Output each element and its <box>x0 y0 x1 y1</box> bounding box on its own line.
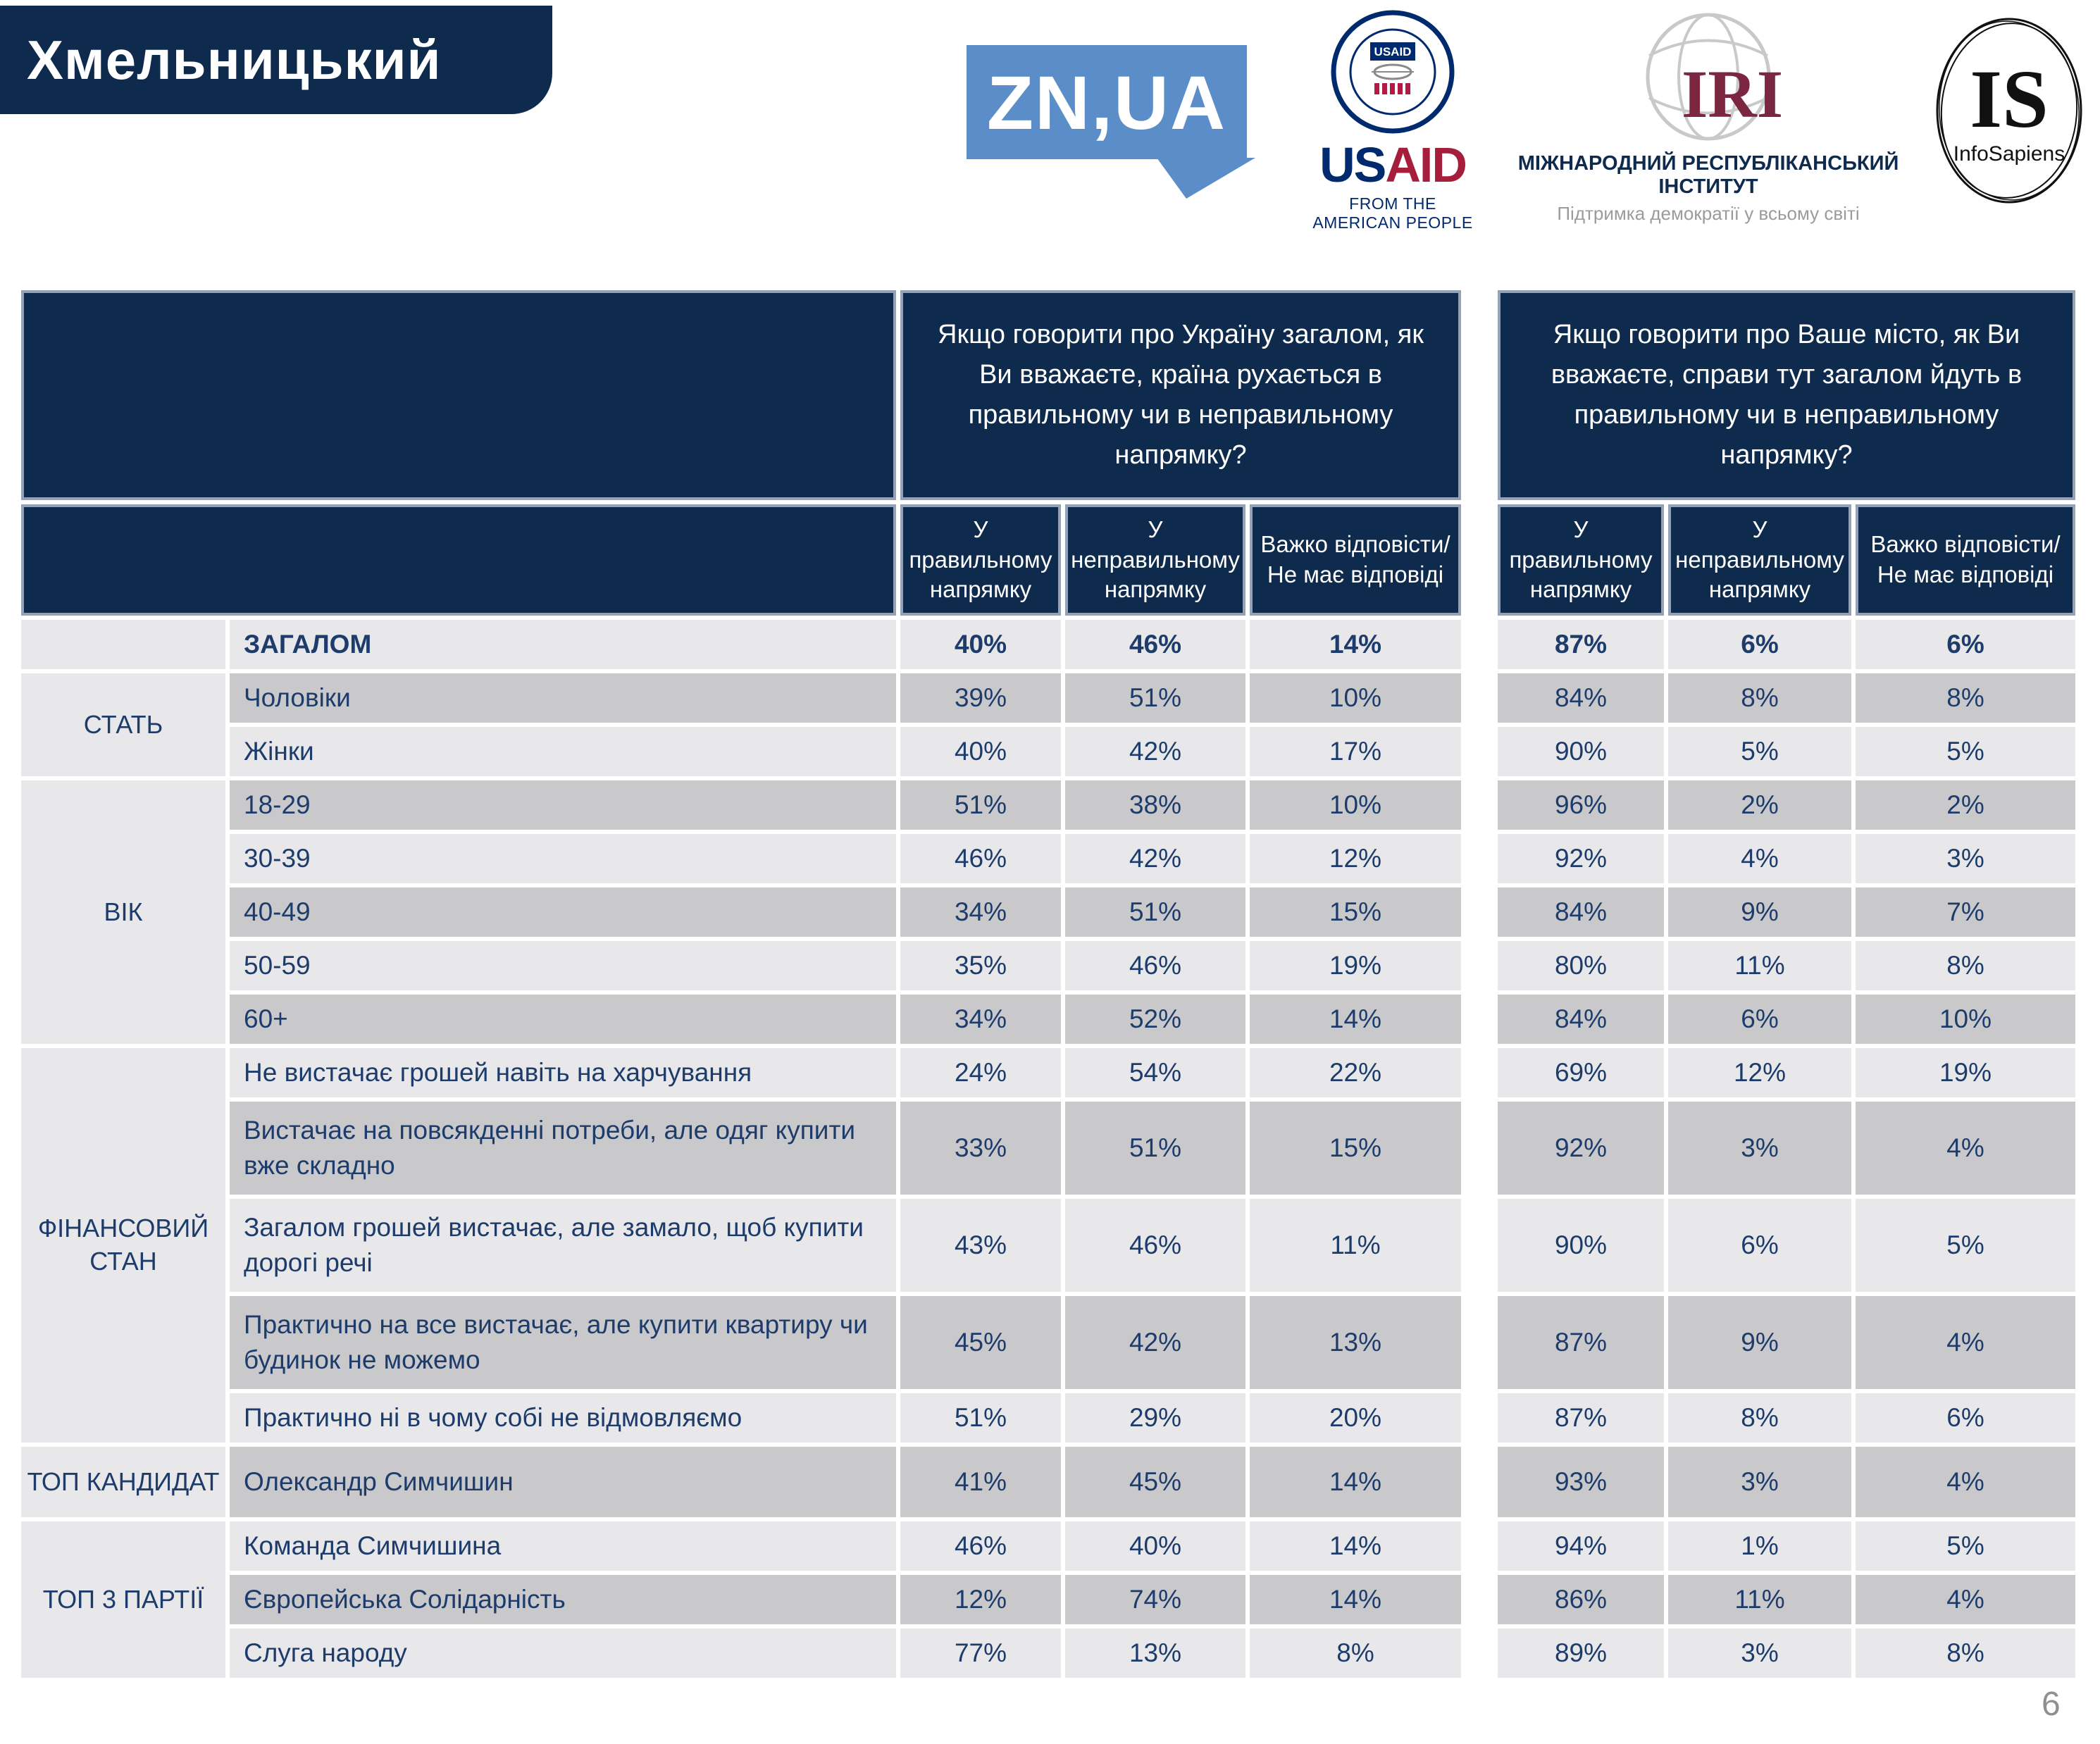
column-gap <box>1465 1521 1493 1571</box>
row-label: 40-49 <box>230 887 896 937</box>
row-label: Команда Симчишина <box>230 1521 896 1571</box>
row-label: ЗАГАЛОМ <box>230 620 896 669</box>
value-cell: 33% <box>900 1102 1061 1195</box>
value-cell: 8% <box>1856 941 2075 990</box>
value-cell: 5% <box>1856 1199 2075 1292</box>
value-cell: 2% <box>1668 780 1851 830</box>
value-cell: 4% <box>1856 1447 2075 1517</box>
answer-header-corner <box>21 504 896 616</box>
column-gap <box>1465 504 1493 616</box>
category-cell-financial: ФІНАНСОВИЙ СТАН <box>21 1048 225 1443</box>
row-label: Вистачає на повсякденні потреби, але одяг купити вже складно <box>230 1102 896 1195</box>
category-cell-top-candidate: ТОП КАНДИДАТ <box>21 1447 225 1517</box>
row-label: Олександр Симчишин <box>230 1447 896 1517</box>
value-cell: 15% <box>1250 887 1461 937</box>
table-row <box>21 1199 2075 1292</box>
value-cell: 29% <box>1065 1393 1245 1443</box>
column-gap <box>1465 1447 1493 1517</box>
iri-acronym: IRI <box>1682 56 1784 132</box>
table-row <box>21 1575 2075 1624</box>
value-cell: 7% <box>1856 887 2075 937</box>
value-cell: 46% <box>1065 1199 1245 1292</box>
row-label: 60+ <box>230 995 896 1044</box>
iri-name: МІЖНАРОДНИЙ РЕСПУБЛІКАНСЬКИЙ ІНСТИТУТ <box>1517 152 1899 198</box>
value-cell: 51% <box>900 1393 1061 1443</box>
title-box <box>0 6 552 114</box>
row-label: Європейська Солідарність <box>230 1575 896 1624</box>
column-gap <box>1465 1296 1493 1389</box>
usaid-wordmark-us: US <box>1319 137 1386 192</box>
value-cell: 42% <box>1065 727 1245 776</box>
value-cell: 13% <box>1250 1296 1461 1389</box>
value-cell: 34% <box>900 995 1061 1044</box>
value-cell: 51% <box>1065 673 1245 723</box>
table-row <box>21 1296 2075 1389</box>
usaid-tagline: FROM THE AMERICAN PEOPLE <box>1312 194 1473 232</box>
page-number: 6 <box>2042 1686 2061 1723</box>
value-cell: 92% <box>1498 1102 1664 1195</box>
value-cell: 6% <box>1856 620 2075 669</box>
table-row <box>21 1447 2075 1517</box>
table-row <box>21 995 2075 1044</box>
value-cell: 8% <box>1856 673 2075 723</box>
table-row <box>21 1393 2075 1443</box>
column-gap <box>1465 780 1493 830</box>
iri-tagline: Підтримка демократії у всьому світі <box>1557 203 1860 224</box>
column-gap <box>1465 1575 1493 1624</box>
znua-logo <box>967 45 1247 159</box>
value-cell: 74% <box>1065 1575 1245 1624</box>
value-cell: 54% <box>1065 1048 1245 1097</box>
value-cell: 52% <box>1065 995 1245 1044</box>
table-row <box>21 727 2075 776</box>
value-cell: 4% <box>1856 1296 2075 1389</box>
row-label: 30-39 <box>230 834 896 883</box>
value-cell: 46% <box>1065 620 1245 669</box>
value-cell: 14% <box>1250 620 1461 669</box>
value-cell: 10% <box>1250 673 1461 723</box>
value-cell: 3% <box>1668 1447 1851 1517</box>
value-cell: 4% <box>1668 834 1851 883</box>
value-cell: 14% <box>1250 1521 1461 1571</box>
value-cell: 45% <box>1065 1447 1245 1517</box>
col-header-right-direction-q1: У правильному напрямку <box>900 504 1061 616</box>
svg-text:IS: IS <box>1970 53 2049 145</box>
value-cell: 86% <box>1498 1575 1664 1624</box>
value-cell: 6% <box>1856 1393 2075 1443</box>
svg-text:USAID: USAID <box>1374 45 1412 58</box>
value-cell: 11% <box>1668 1575 1851 1624</box>
value-cell: 6% <box>1668 995 1851 1044</box>
row-label: Не вистачає грошей навіть на харчування <box>230 1048 896 1097</box>
infosapiens-logo <box>1930 14 2088 211</box>
column-gap <box>1465 834 1493 883</box>
value-cell: 12% <box>1250 834 1461 883</box>
value-cell: 4% <box>1856 1102 2075 1195</box>
value-cell: 45% <box>900 1296 1061 1389</box>
value-cell: 46% <box>900 1521 1061 1571</box>
value-cell: 12% <box>1668 1048 1851 1097</box>
column-gap <box>1465 727 1493 776</box>
table-row <box>21 1521 2075 1571</box>
value-cell: 8% <box>1856 1628 2075 1678</box>
value-cell: 4% <box>1856 1575 2075 1624</box>
value-cell: 46% <box>900 834 1061 883</box>
iri-logo <box>1499 11 1918 225</box>
value-cell: 92% <box>1498 834 1664 883</box>
col-header-wrong-direction-q2: У неправильному напрямку <box>1668 504 1851 616</box>
usaid-logo <box>1305 10 1481 232</box>
value-cell: 19% <box>1250 941 1461 990</box>
col-header-right-direction-q2: У правильному напрямку <box>1498 504 1664 616</box>
value-cell: 77% <box>900 1628 1061 1678</box>
value-cell: 5% <box>1856 1521 2075 1571</box>
column-gap <box>1465 887 1493 937</box>
value-cell: 80% <box>1498 941 1664 990</box>
usaid-wordmark <box>1305 137 1481 193</box>
column-gap <box>1465 620 1493 669</box>
value-cell: 12% <box>900 1575 1061 1624</box>
value-cell: 42% <box>1065 834 1245 883</box>
value-cell: 14% <box>1250 1575 1461 1624</box>
table-corner-block <box>21 290 896 500</box>
value-cell: 2% <box>1856 780 2075 830</box>
table-row <box>21 1102 2075 1195</box>
value-cell: 93% <box>1498 1447 1664 1517</box>
value-cell: 51% <box>1065 887 1245 937</box>
column-gap <box>1465 995 1493 1044</box>
question-city: Якщо говорити про Ваше місто, як Ви вважаєте, справи тут загалом йдуть в правильному чи в неправильному напрямку? <box>1498 290 2075 500</box>
column-gap <box>1465 1048 1493 1097</box>
value-cell: 51% <box>900 780 1061 830</box>
column-gap <box>1465 673 1493 723</box>
value-cell: 39% <box>900 673 1061 723</box>
table-row <box>21 834 2075 883</box>
value-cell: 84% <box>1498 673 1664 723</box>
value-cell: 96% <box>1498 780 1664 830</box>
value-cell: 87% <box>1498 1296 1664 1389</box>
page-title: Хмельницький <box>27 28 442 91</box>
value-cell: 69% <box>1498 1048 1664 1097</box>
column-gap <box>1465 1102 1493 1195</box>
table-row <box>21 941 2075 990</box>
value-cell: 87% <box>1498 1393 1664 1443</box>
value-cell: 42% <box>1065 1296 1245 1389</box>
table-row <box>21 1628 2075 1678</box>
table-row <box>21 887 2075 937</box>
row-label: Практично на все вистачає, але купити квартиру чи будинок не можемо <box>230 1296 896 1389</box>
value-cell: 13% <box>1065 1628 1245 1678</box>
column-gap <box>1465 1628 1493 1678</box>
row-label: Загалом грошей вистачає, але замало, щоб купити дорогі речі <box>230 1199 896 1292</box>
value-cell: 40% <box>1065 1521 1245 1571</box>
value-cell: 35% <box>900 941 1061 990</box>
iri-globe-icon <box>1631 11 1786 142</box>
row-label: Жінки <box>230 727 896 776</box>
question-header-row <box>21 290 2075 500</box>
value-cell: 15% <box>1250 1102 1461 1195</box>
row-label: Практично ні в чому собі не відмовляємо <box>230 1393 896 1443</box>
column-gap <box>1465 1393 1493 1443</box>
value-cell: 40% <box>900 727 1061 776</box>
value-cell: 14% <box>1250 1447 1461 1517</box>
value-cell: 8% <box>1250 1628 1461 1678</box>
value-cell: 34% <box>900 887 1061 937</box>
value-cell: 5% <box>1668 727 1851 776</box>
value-cell: 94% <box>1498 1521 1664 1571</box>
value-cell: 40% <box>900 620 1061 669</box>
value-cell: 11% <box>1250 1199 1461 1292</box>
row-label: 18-29 <box>230 780 896 830</box>
row-label: Слуга народу <box>230 1628 896 1678</box>
table-row <box>21 673 2075 723</box>
value-cell: 6% <box>1668 620 1851 669</box>
row-label: 50-59 <box>230 941 896 990</box>
value-cell: 3% <box>1856 834 2075 883</box>
value-cell: 19% <box>1856 1048 2075 1097</box>
svg-text:InfoSapiens: InfoSapiens <box>1953 142 2065 166</box>
category-cell <box>21 620 225 669</box>
value-cell: 38% <box>1065 780 1245 830</box>
value-cell: 10% <box>1856 995 2075 1044</box>
value-cell: 89% <box>1498 1628 1664 1678</box>
value-cell: 11% <box>1668 941 1851 990</box>
usaid-wordmark-aid: AID <box>1385 137 1466 192</box>
usaid-seal-icon <box>1331 10 1455 134</box>
col-header-wrong-direction-q1: У неправильному напрямку <box>1065 504 1245 616</box>
category-cell-age: ВІК <box>21 780 225 1044</box>
value-cell: 90% <box>1498 727 1664 776</box>
value-cell: 22% <box>1250 1048 1461 1097</box>
survey-table <box>17 286 2080 1682</box>
value-cell: 14% <box>1250 995 1461 1044</box>
value-cell: 9% <box>1668 1296 1851 1389</box>
table-row <box>21 780 2075 830</box>
value-cell: 84% <box>1498 995 1664 1044</box>
value-cell: 43% <box>900 1199 1061 1292</box>
column-gap <box>1465 941 1493 990</box>
table-row <box>21 1048 2075 1097</box>
category-cell-top-parties: ТОП 3 ПАРТІЇ <box>21 1521 225 1678</box>
table-row <box>21 620 2075 669</box>
category-cell-gender: СТАТЬ <box>21 673 225 776</box>
value-cell: 6% <box>1668 1199 1851 1292</box>
value-cell: 3% <box>1668 1628 1851 1678</box>
column-gap <box>1465 290 1493 500</box>
value-cell: 9% <box>1668 887 1851 937</box>
value-cell: 8% <box>1668 673 1851 723</box>
value-cell: 24% <box>900 1048 1061 1097</box>
znua-logo-text: ZN,UA <box>987 59 1226 145</box>
value-cell: 41% <box>900 1447 1061 1517</box>
znua-logo-tail-icon <box>1157 158 1255 199</box>
value-cell: 8% <box>1668 1393 1851 1443</box>
value-cell: 46% <box>1065 941 1245 990</box>
col-header-hard-to-say-q2: Важко відповісти/Не має відповіді <box>1856 504 2075 616</box>
value-cell: 1% <box>1668 1521 1851 1571</box>
value-cell: 90% <box>1498 1199 1664 1292</box>
value-cell: 17% <box>1250 727 1461 776</box>
value-cell: 84% <box>1498 887 1664 937</box>
value-cell: 87% <box>1498 620 1664 669</box>
answer-header-row <box>21 504 2075 616</box>
row-label: Чоловіки <box>230 673 896 723</box>
value-cell: 51% <box>1065 1102 1245 1195</box>
column-gap <box>1465 1199 1493 1292</box>
value-cell: 3% <box>1668 1102 1851 1195</box>
value-cell: 10% <box>1250 780 1461 830</box>
question-ukraine: Якщо говорити про Україну загалом, як Ви вважаєте, країна рухається в правильному чи в неправильному напрямку? <box>900 290 1461 500</box>
col-header-hard-to-say-q1: Важко відповісти/Не має відповіді <box>1250 504 1461 616</box>
value-cell: 5% <box>1856 727 2075 776</box>
value-cell: 20% <box>1250 1393 1461 1443</box>
